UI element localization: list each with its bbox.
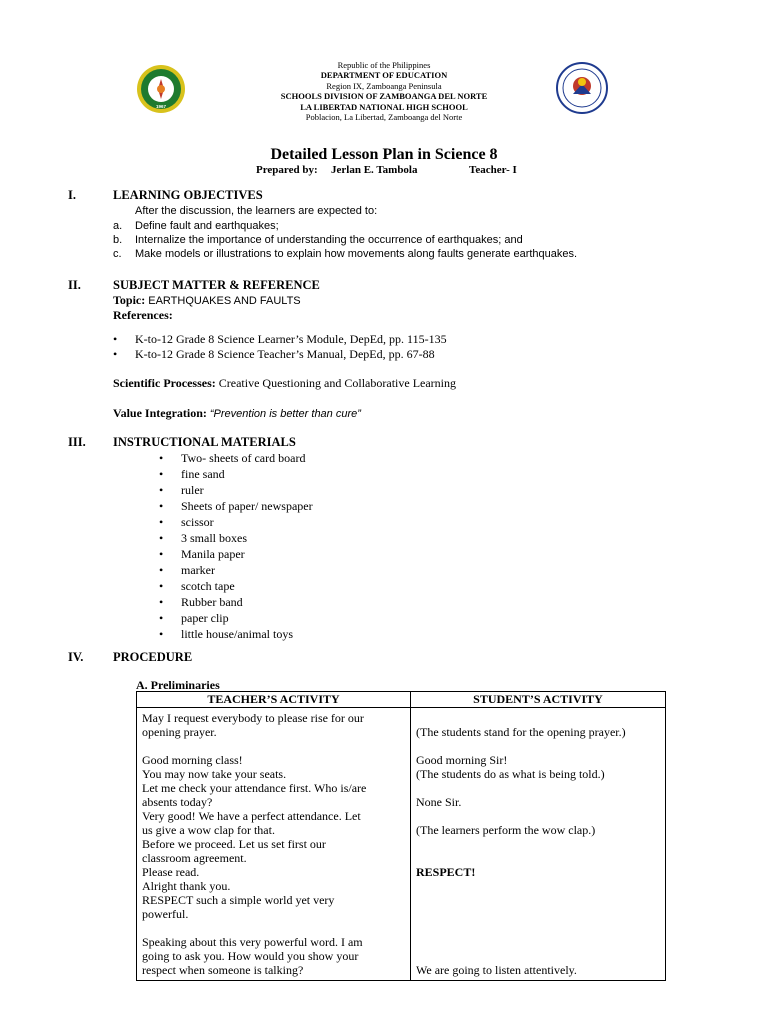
- document-title: Detailed Lesson Plan in Science 8: [270, 146, 498, 163]
- student-line: Good morning Sir!: [416, 753, 508, 767]
- prepared-name: Jerlan E. Tambola: [331, 164, 418, 176]
- material-item: • Sheets of paper/ newspaper: [181, 499, 313, 514]
- section-4-title: PROCEDURE: [113, 650, 193, 664]
- section-4-number: IV.: [68, 650, 84, 664]
- student-line: [416, 879, 660, 893]
- student-line: RESPECT!: [416, 865, 476, 879]
- material-item: • fine sand: [181, 467, 225, 482]
- student-line: [416, 851, 660, 865]
- student-activity-cell: [411, 708, 666, 981]
- objective-a: Define fault and earthquakes;: [135, 220, 279, 232]
- letterhead: [0, 60, 768, 122]
- teacher-line: Very good! We have a perfect attendance. Let: [142, 809, 361, 823]
- value-integration-label: Value Integration:: [113, 406, 207, 420]
- teacher-line: absents today?: [142, 795, 213, 809]
- reference-item: • K-to-12 Grade 8 Science Teacher’s Manual, DepEd, pp. 67-88: [135, 347, 435, 362]
- teacher-line: Let me check your attendance first. Who is/are: [142, 781, 367, 795]
- student-line: We are going to listen attentively.: [416, 963, 577, 977]
- topic-label: Topic:: [113, 293, 146, 307]
- material-item: • ruler: [181, 483, 204, 498]
- section-2-number: II.: [68, 278, 81, 292]
- objective-c-letter: c.: [113, 248, 122, 260]
- student-line: [416, 739, 660, 753]
- subsection-preliminaries: A. Preliminaries: [136, 678, 220, 692]
- student-line: (The students do as what is being told.): [416, 767, 605, 781]
- scientific-processes-label: Scientific Processes:: [113, 376, 216, 390]
- material-item: • Rubber band: [181, 595, 243, 610]
- teacher-line: respect when someone is talking?: [142, 963, 304, 977]
- student-line: [416, 711, 660, 725]
- objective-b-letter: b.: [113, 234, 123, 246]
- topic-value: EARTHQUAKES AND FAULTS: [148, 295, 301, 307]
- teacher-line: Before we proceed. Let us set first our: [142, 837, 326, 851]
- teacher-line: going to ask you. How would you show your: [142, 949, 359, 963]
- teacher-line: RESPECT such a simple world yet very: [142, 893, 335, 907]
- student-activity-header: STUDENT’S ACTIVITY: [411, 692, 666, 708]
- teacher-activity-header: TEACHER’S ACTIVITY: [137, 692, 411, 708]
- value-integration-value: “Prevention is better than cure”: [209, 408, 361, 420]
- student-line: None Sir.: [416, 795, 462, 809]
- material-item: • marker: [181, 563, 215, 578]
- header-address: Poblacion, La Libertad, Zamboanga del Norte: [305, 112, 463, 123]
- header-department: DEPARTMENT OF EDUCATION: [320, 70, 448, 81]
- header-school: LA LIBERTAD NATIONAL HIGH SCHOOL: [300, 101, 468, 112]
- section-1-number: I.: [68, 188, 76, 202]
- teacher-line: Good morning class!: [142, 753, 243, 767]
- header-region: Region IX, Zamboanga Peninsula: [326, 80, 442, 91]
- material-item: • scotch tape: [181, 579, 235, 594]
- section-3-title: INSTRUCTIONAL MATERIALS: [113, 435, 296, 449]
- student-line: [416, 935, 660, 949]
- value-integration-line: [113, 406, 361, 421]
- teacher-activity-cell: [137, 708, 411, 981]
- objective-a-letter: a.: [113, 220, 123, 232]
- teacher-line: [142, 739, 405, 753]
- section-3-number: III.: [68, 435, 86, 449]
- seal-year: 1967: [155, 104, 167, 109]
- prepared-role: Teacher- I: [469, 164, 517, 176]
- references-label: References:: [113, 308, 173, 322]
- header-republic: Republic of the Philippines: [337, 60, 431, 70]
- material-item: • little house/animal toys: [181, 627, 293, 642]
- teacher-line: Please read.: [142, 865, 200, 879]
- teacher-line: powerful.: [142, 907, 189, 921]
- objective-c: Make models or illustrations to explain how movements along faults generate earthquakes.: [135, 248, 578, 260]
- student-line: [416, 949, 660, 963]
- student-line: (The learners perform the wow clap.): [416, 823, 596, 837]
- student-line: [416, 837, 660, 851]
- material-item: • Manila paper: [181, 547, 245, 562]
- student-line: [416, 781, 660, 795]
- reference-item: • K-to-12 Grade 8 Science Learner’s Module, DepEd, pp. 115-135: [135, 332, 447, 347]
- student-line: [416, 893, 660, 907]
- material-item: • 3 small boxes: [181, 531, 247, 546]
- material-item: • Two- sheets of card board: [181, 451, 305, 466]
- material-item: • scissor: [181, 515, 214, 530]
- student-line: [416, 907, 660, 921]
- teacher-line: Speaking about this very powerful word. I am: [142, 935, 363, 949]
- objective-b: Internalize the importance of understanding the occurrence of earthquakes; and: [135, 234, 523, 246]
- student-line: (The students stand for the opening prayer.): [416, 725, 626, 739]
- student-line: [416, 921, 660, 935]
- teacher-line: You may now take your seats.: [142, 767, 287, 781]
- teacher-line: classroom agreement.: [142, 851, 247, 865]
- header-division: SCHOOLS DIVISION OF ZAMBOANGA DEL NORTE: [280, 91, 488, 102]
- teacher-line: [142, 921, 405, 935]
- section-1-title: LEARNING OBJECTIVES: [113, 188, 263, 202]
- teacher-line: May I request everybody to please rise for our: [142, 711, 364, 725]
- teacher-line: us give a wow clap for that.: [142, 823, 275, 837]
- scientific-processes-line: [113, 376, 456, 391]
- section-2-title: SUBJECT MATTER & REFERENCE: [113, 278, 320, 292]
- objectives-intro: After the discussion, the learners are expected to:: [135, 205, 378, 217]
- prepared-label: Prepared by:: [256, 164, 318, 176]
- activity-table: [136, 691, 666, 981]
- teacher-line: opening prayer.: [142, 725, 217, 739]
- material-item: • paper clip: [181, 611, 229, 626]
- scientific-processes-value: Creative Questioning and Collaborative Learning: [218, 376, 457, 390]
- topic-line: [113, 293, 301, 308]
- student-line: [416, 809, 660, 823]
- teacher-line: Alright thank you.: [142, 879, 231, 893]
